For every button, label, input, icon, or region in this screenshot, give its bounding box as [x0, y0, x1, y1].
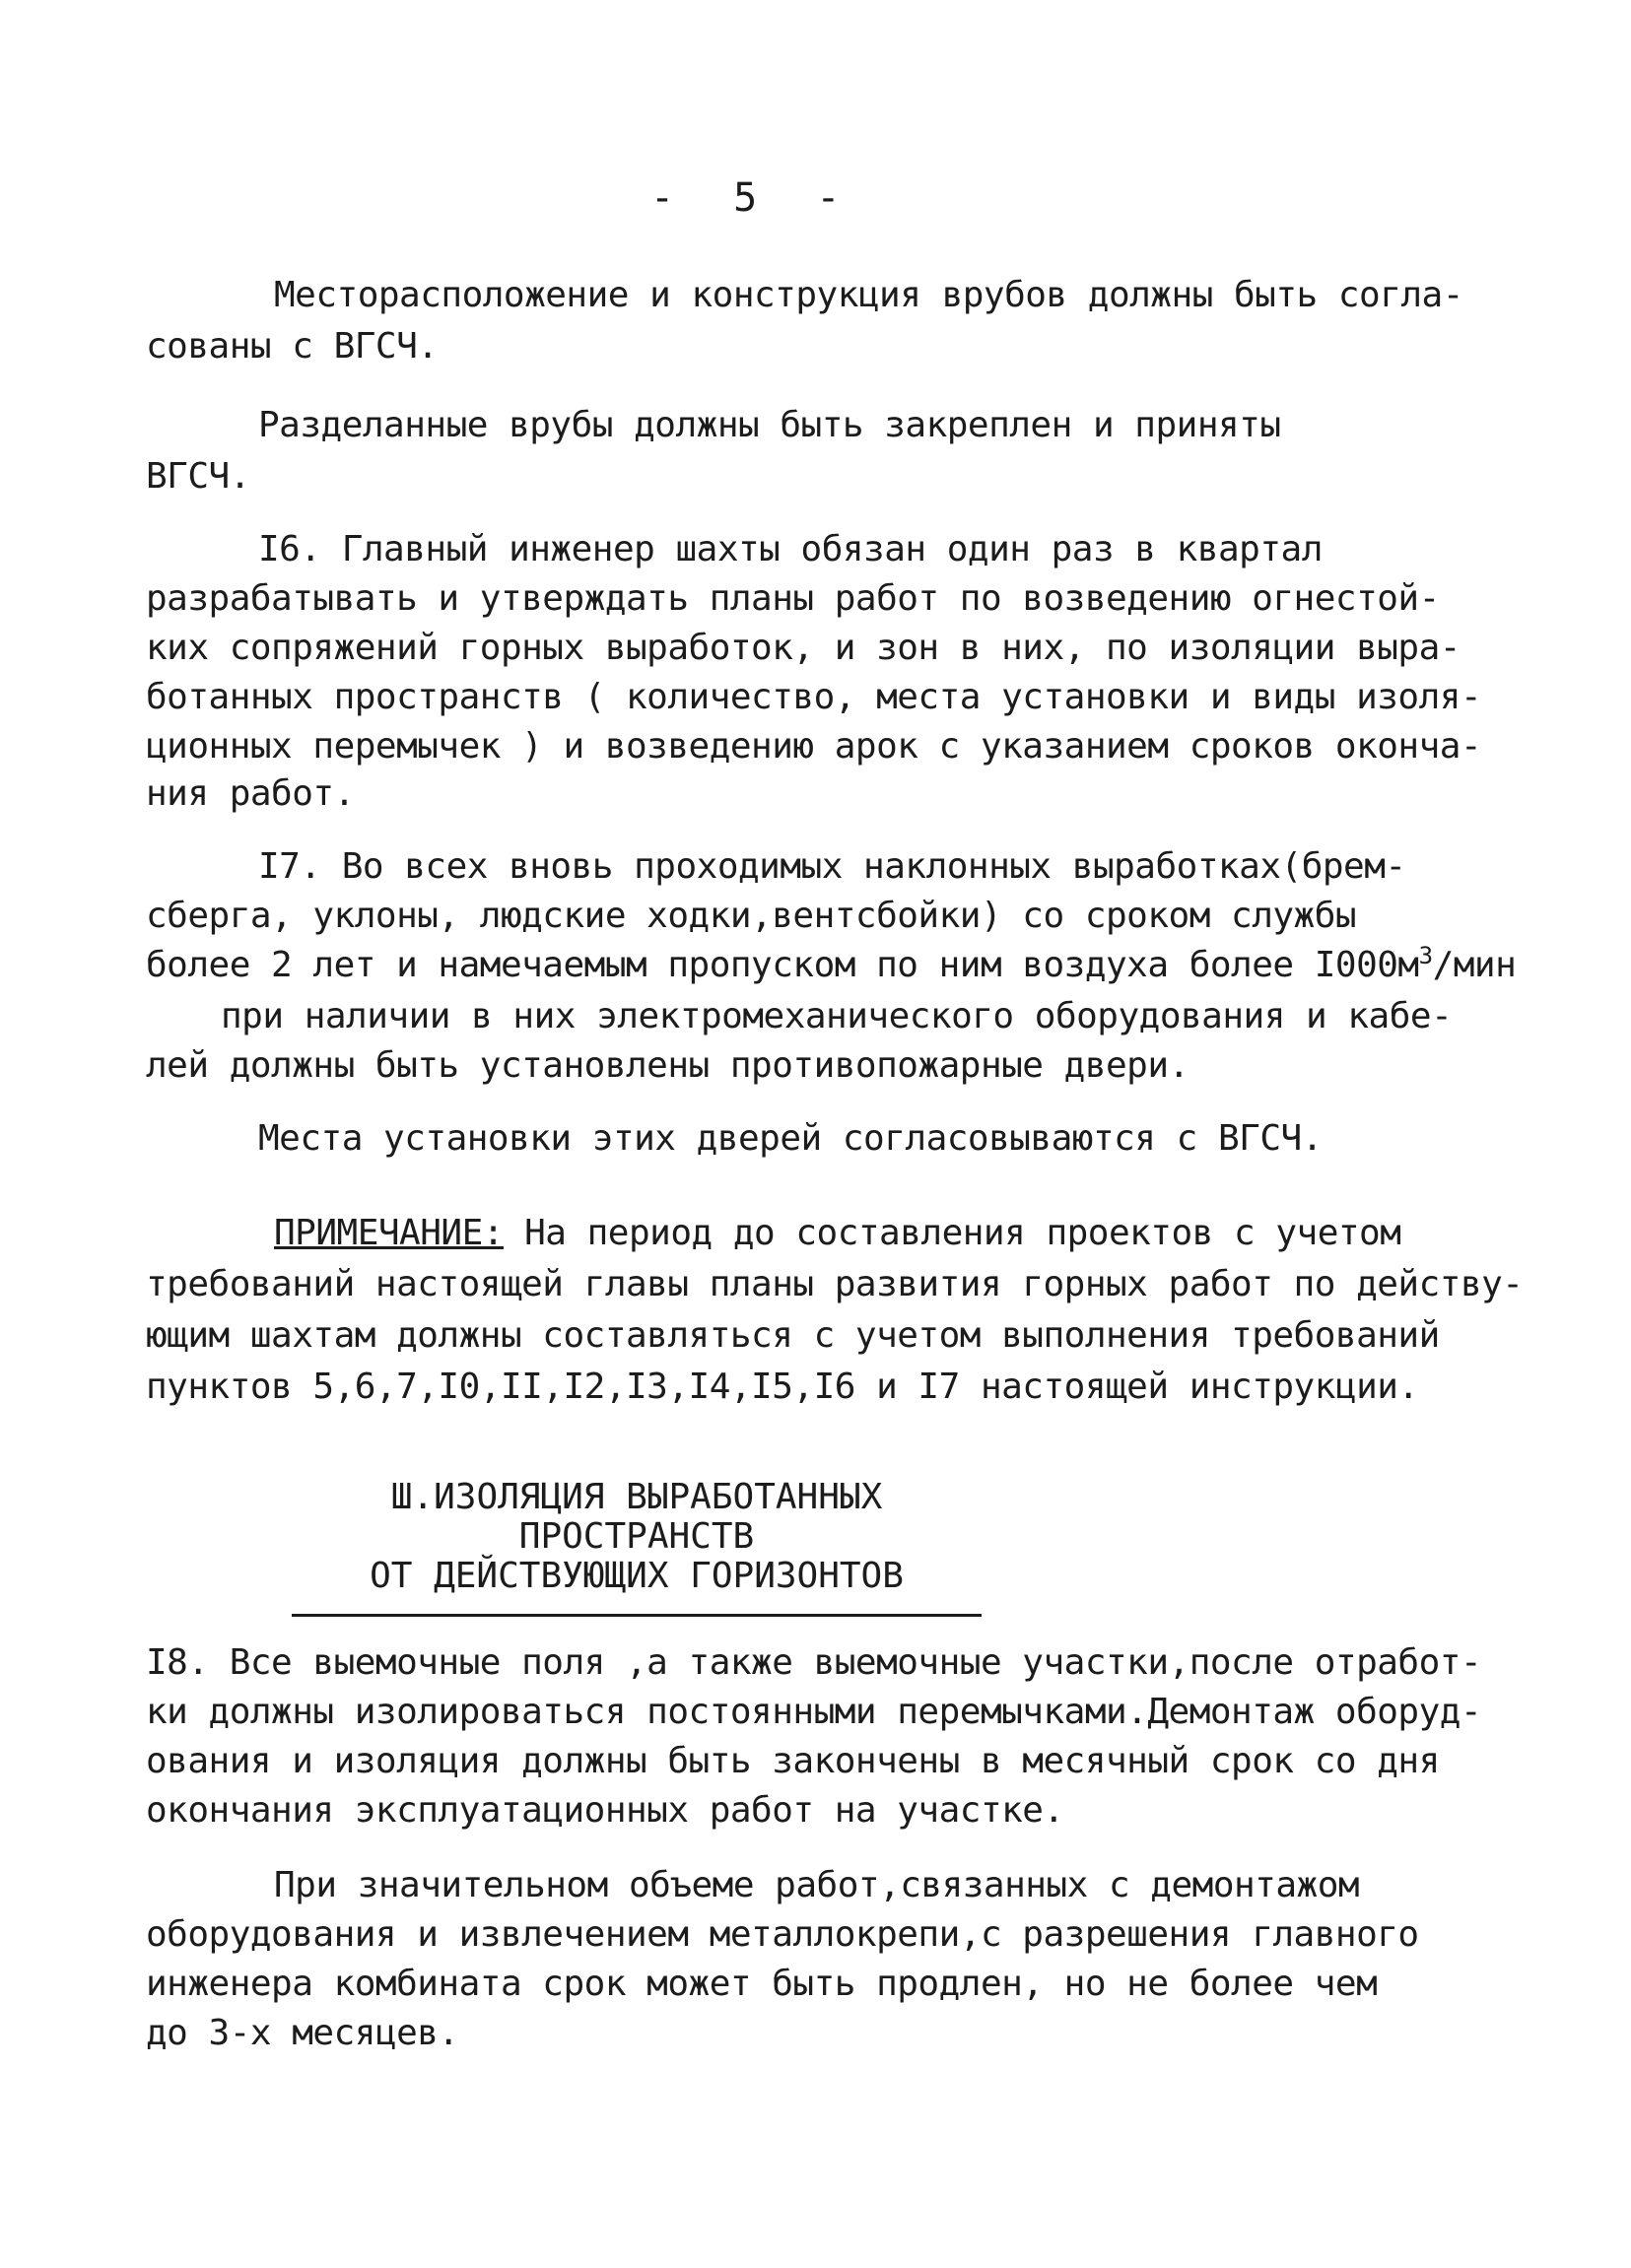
text-line: ющим шахтам должны составляться с учетом выполнения требований — [146, 1315, 1440, 1356]
text-line: ния работ. — [146, 773, 355, 814]
text-line: ования и изоляция должны быть закончены в месячный срок со дня — [146, 1741, 1440, 1781]
superscript: 3 — [1418, 942, 1433, 969]
section-heading — [292, 1478, 982, 1617]
text-line: до 3-х месяцев. — [146, 2013, 459, 2053]
text-segment: более 2 лет и намечаемым пропуском по ним воздуха более I000м — [146, 945, 1419, 985]
text-line: оборудования и извлечением металлокрепи,с разрешения главного — [146, 1914, 1419, 1955]
text-line: инженера комбината срок может быть продлен, но не более чем — [146, 1964, 1378, 2004]
text-line: сберга, уклоны, людские ходки,вентсбойки) со сроком службы — [146, 896, 1357, 936]
text-line: ких сопряжений горных выработок, и зон в них, по изоляции выра- — [146, 628, 1461, 668]
text-segment: На период до составления проектов с учетом — [503, 1213, 1401, 1253]
text-line: разрабатывать и утверждать планы работ по возведению огнестой- — [146, 578, 1440, 619]
note-label: ПРИМЕЧАНИЕ: — [274, 1213, 504, 1253]
text-line: I8. Все выемочные поля ,а также выемочные участки,после отработ- — [146, 1642, 1482, 1683]
text-segment: /мин — [1432, 945, 1517, 985]
text-line: при наличии в них электромеханического оборудования и кабе- — [221, 996, 1453, 1036]
text-line: окончания эксплуатационных работ на участке. — [146, 1790, 1064, 1831]
text-line: Места установки этих дверей согласовываются с ВГСЧ. — [258, 1118, 1323, 1159]
section-heading-line: ОТ ДЕЙСТВУЮЩИХ ГОРИЗОНТОВ — [370, 1556, 904, 1596]
text-line: I7. Во всех вновь проходимых наклонных выработках(брем- — [258, 846, 1406, 887]
text-line: Разделанные врубы должны быть закреплен и приняты — [258, 405, 1281, 445]
page-number: - 5 - — [650, 175, 858, 221]
text-line: лей должны быть установлены противопожарные двери. — [146, 1045, 1189, 1086]
text-line: ботанных пространств ( количество, места установки и виды изоля- — [146, 677, 1482, 717]
text-line: требований настоящей главы планы развития горных работ по действу- — [146, 1264, 1524, 1304]
text-line — [274, 1212, 1400, 1255]
text-line: Месторасположение и конструкция врубов должны быть согла- — [274, 275, 1463, 315]
text-line: ки должны изолироваться постоянными перемычками.Демонтаж оборуд- — [146, 1692, 1482, 1732]
text-line: При значительном объеме работ,связанных с демонтажом — [274, 1865, 1360, 1905]
section-heading-line: Ш.ИЗОЛЯЦИЯ ВЫРАБОТАННЫХ ПРОСТРАНСТВ — [390, 1477, 883, 1557]
text-line: I6. Главный инженер шахты обязан один раз в квартал — [258, 529, 1323, 569]
text-line: пунктов 5,6,7,I0,II,I2,I3,I4,I5,I6 и I7 настоящей инструкции. — [146, 1367, 1419, 1407]
text-line — [146, 944, 1516, 987]
text-line: ВГСЧ. — [146, 456, 250, 497]
text-line: ционных перемычек ) и возведению арок с указанием сроков оконча- — [146, 726, 1482, 767]
text-line: сованы с ВГСЧ. — [146, 326, 439, 367]
heading-underline — [292, 1614, 982, 1617]
